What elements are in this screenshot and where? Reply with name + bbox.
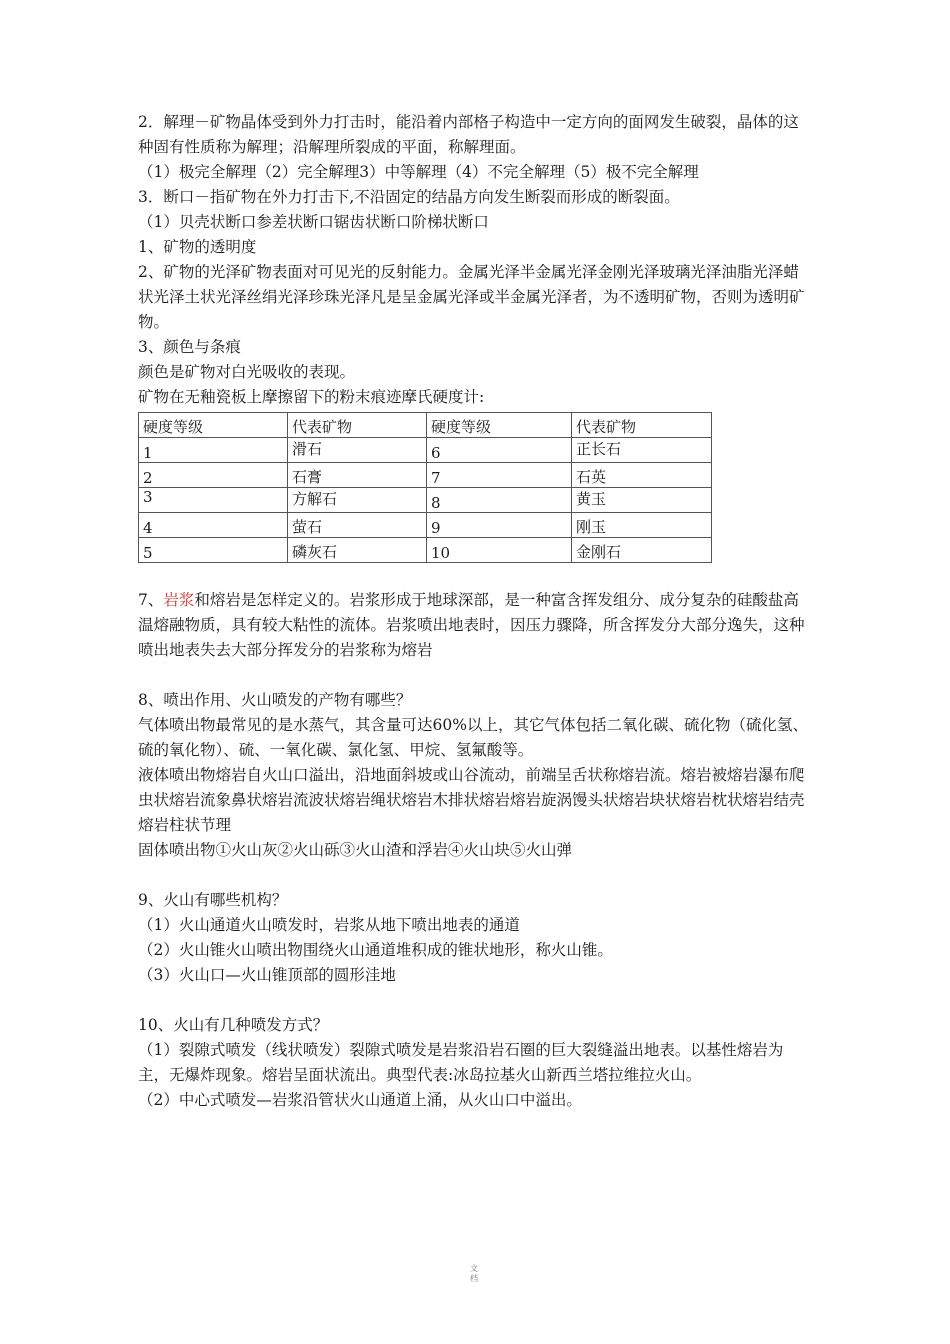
list-item: （2）中心式喷发—岩浆沿管状火山通道上涌，从火山口中溢出。 (138, 1091, 582, 1109)
table-row (139, 538, 712, 563)
table-cell: 1 (139, 438, 288, 463)
table-cell: 刚玉 (572, 513, 712, 538)
table-cell: 滑石 (288, 438, 427, 463)
table-row (139, 438, 712, 463)
table-cell: 7 (427, 463, 572, 488)
magma-lava-paragraph (138, 588, 814, 663)
fracture-types: （1）贝壳状断口参差状断口锯齿状断口阶梯状断口 (138, 213, 489, 231)
liquid-ejecta: 液体喷出物熔岩自火山口溢出，沿地面斜坡或山谷流动，前端呈舌状称熔岩流。熔岩被熔岩瀑布爬虫状熔岩流象鼻状熔岩流波状熔岩绳状熔岩木排状熔岩熔岩旋涡馒头状熔岩块状熔岩枕状熔岩结壳熔岩柱状节理 (138, 766, 805, 834)
list-item: （2）火山锥火山喷出物围绕火山通道堆积成的锥状地形，称火山锥。 (138, 941, 613, 959)
q7-text: 和熔岩是怎样定义的。岩浆形成于地球深部，是一种富含挥发组分、成分复杂的硅酸盐高温熔融物质，具有较大粘性的流体。岩浆喷出地表时，因压力骤降，所含挥发分大部分逸失，这种喷出地表失去大部分挥发分的岩浆称为熔岩 (138, 591, 805, 659)
gas-ejecta: 气体喷出物最常见的是水蒸气，其含量可达60%以上，其它气体包括二氧化碳、硫化物（硫化氢、硫的氧化物）、硫、一氧化碳、氯化氢、甲烷、氢氟酸等。 (138, 716, 808, 759)
streak-definition: 矿物在无釉瓷板上摩擦留下的粉末痕迹摩氏硬度计: (138, 388, 485, 406)
list-item: （1）裂隙式喷发（线状喷发）裂隙式喷发是岩浆沿岩石圈的巨大裂缝溢出地表。以基性熔岩为主，无爆炸现象。熔岩呈面状流出。典型代表:冰岛拉基火山新西兰塔拉维拉火山。 (138, 1041, 784, 1084)
table-cell: 8 (427, 488, 572, 513)
document-page (138, 110, 814, 1113)
q10-title: 10、火山有几种喷发方式？ (138, 1016, 329, 1034)
table-cell: 3 (139, 488, 288, 513)
mohs-hardness-table (138, 412, 712, 563)
table-header: 代表矿物 (572, 413, 712, 438)
table-header: 硬度等级 (139, 413, 288, 438)
table-row (139, 463, 712, 488)
table-cell: 磷灰石 (288, 538, 427, 563)
luster-paragraph: 2、矿物的光泽矿物表面对可见光的反射能力。金属光泽半金属光泽金刚光泽玻璃光泽油脂光泽蜡状光泽土状光泽丝绢光泽珍珠光泽凡是呈金属光泽或半金属光泽者，为不透明矿物，否则为透明矿物。 (138, 263, 805, 331)
table-cell: 10 (427, 538, 572, 563)
list-item: （3）火山口—火山锥顶部的圆形洼地 (138, 966, 396, 984)
table-cell: 方解石 (288, 488, 427, 513)
page-footer: 文档 (470, 1264, 478, 1283)
q8-title: 8、喷出作用、火山喷发的产物有哪些？ (138, 691, 412, 709)
table-header: 硬度等级 (427, 413, 572, 438)
table-cell: 9 (427, 513, 572, 538)
cleavage-definition: 2．解理－矿物晶体受到外力打击时，能沿着内部格子构造中一定方向的面网发生破裂，晶体的这种固有性质称为解理；沿解理所裂成的平面，称解理面。 (138, 113, 799, 156)
table-row (139, 513, 712, 538)
magma-highlight: 岩浆 (163, 591, 195, 609)
table-row (139, 488, 712, 513)
table-cell: 2 (139, 463, 288, 488)
q7-number: 7、 (138, 591, 164, 609)
table-cell: 萤石 (288, 513, 427, 538)
table-cell: 金刚石 (572, 538, 712, 563)
q9-title: 9、火山有哪些机构？ (138, 891, 288, 909)
color-definition: 颜色是矿物对白光吸收的表现。 (138, 363, 356, 381)
cleavage-grades: （1）极完全解理（2）完全解理3）中等解理（4）不完全解理（5）极不完全解理 (138, 163, 699, 181)
table-cell: 5 (139, 538, 288, 563)
table-cell: 6 (427, 438, 572, 463)
transparency-heading: 1、矿物的透明度 (138, 238, 257, 256)
table-header: 代表矿物 (288, 413, 427, 438)
color-streak-heading: 3、颜色与条痕 (138, 338, 241, 356)
list-item: （1）火山通道火山喷发时，岩浆从地下喷出地表的通道 (138, 916, 520, 934)
table-cell: 石膏 (288, 463, 427, 488)
table-cell: 4 (139, 513, 288, 538)
table-cell: 黄玉 (572, 488, 712, 513)
fracture-definition: 3．断口－指矿物在外力打击下,不沿固定的结晶方向发生断裂而形成的断裂面。 (138, 188, 680, 206)
solid-ejecta: 固体喷出物①火山灰②火山砾③火山渣和浮岩④火山块⑤火山弹 (138, 841, 573, 859)
table-cell: 石英 (572, 463, 712, 488)
table-cell: 正长石 (572, 438, 712, 463)
table-header-row (139, 413, 712, 438)
